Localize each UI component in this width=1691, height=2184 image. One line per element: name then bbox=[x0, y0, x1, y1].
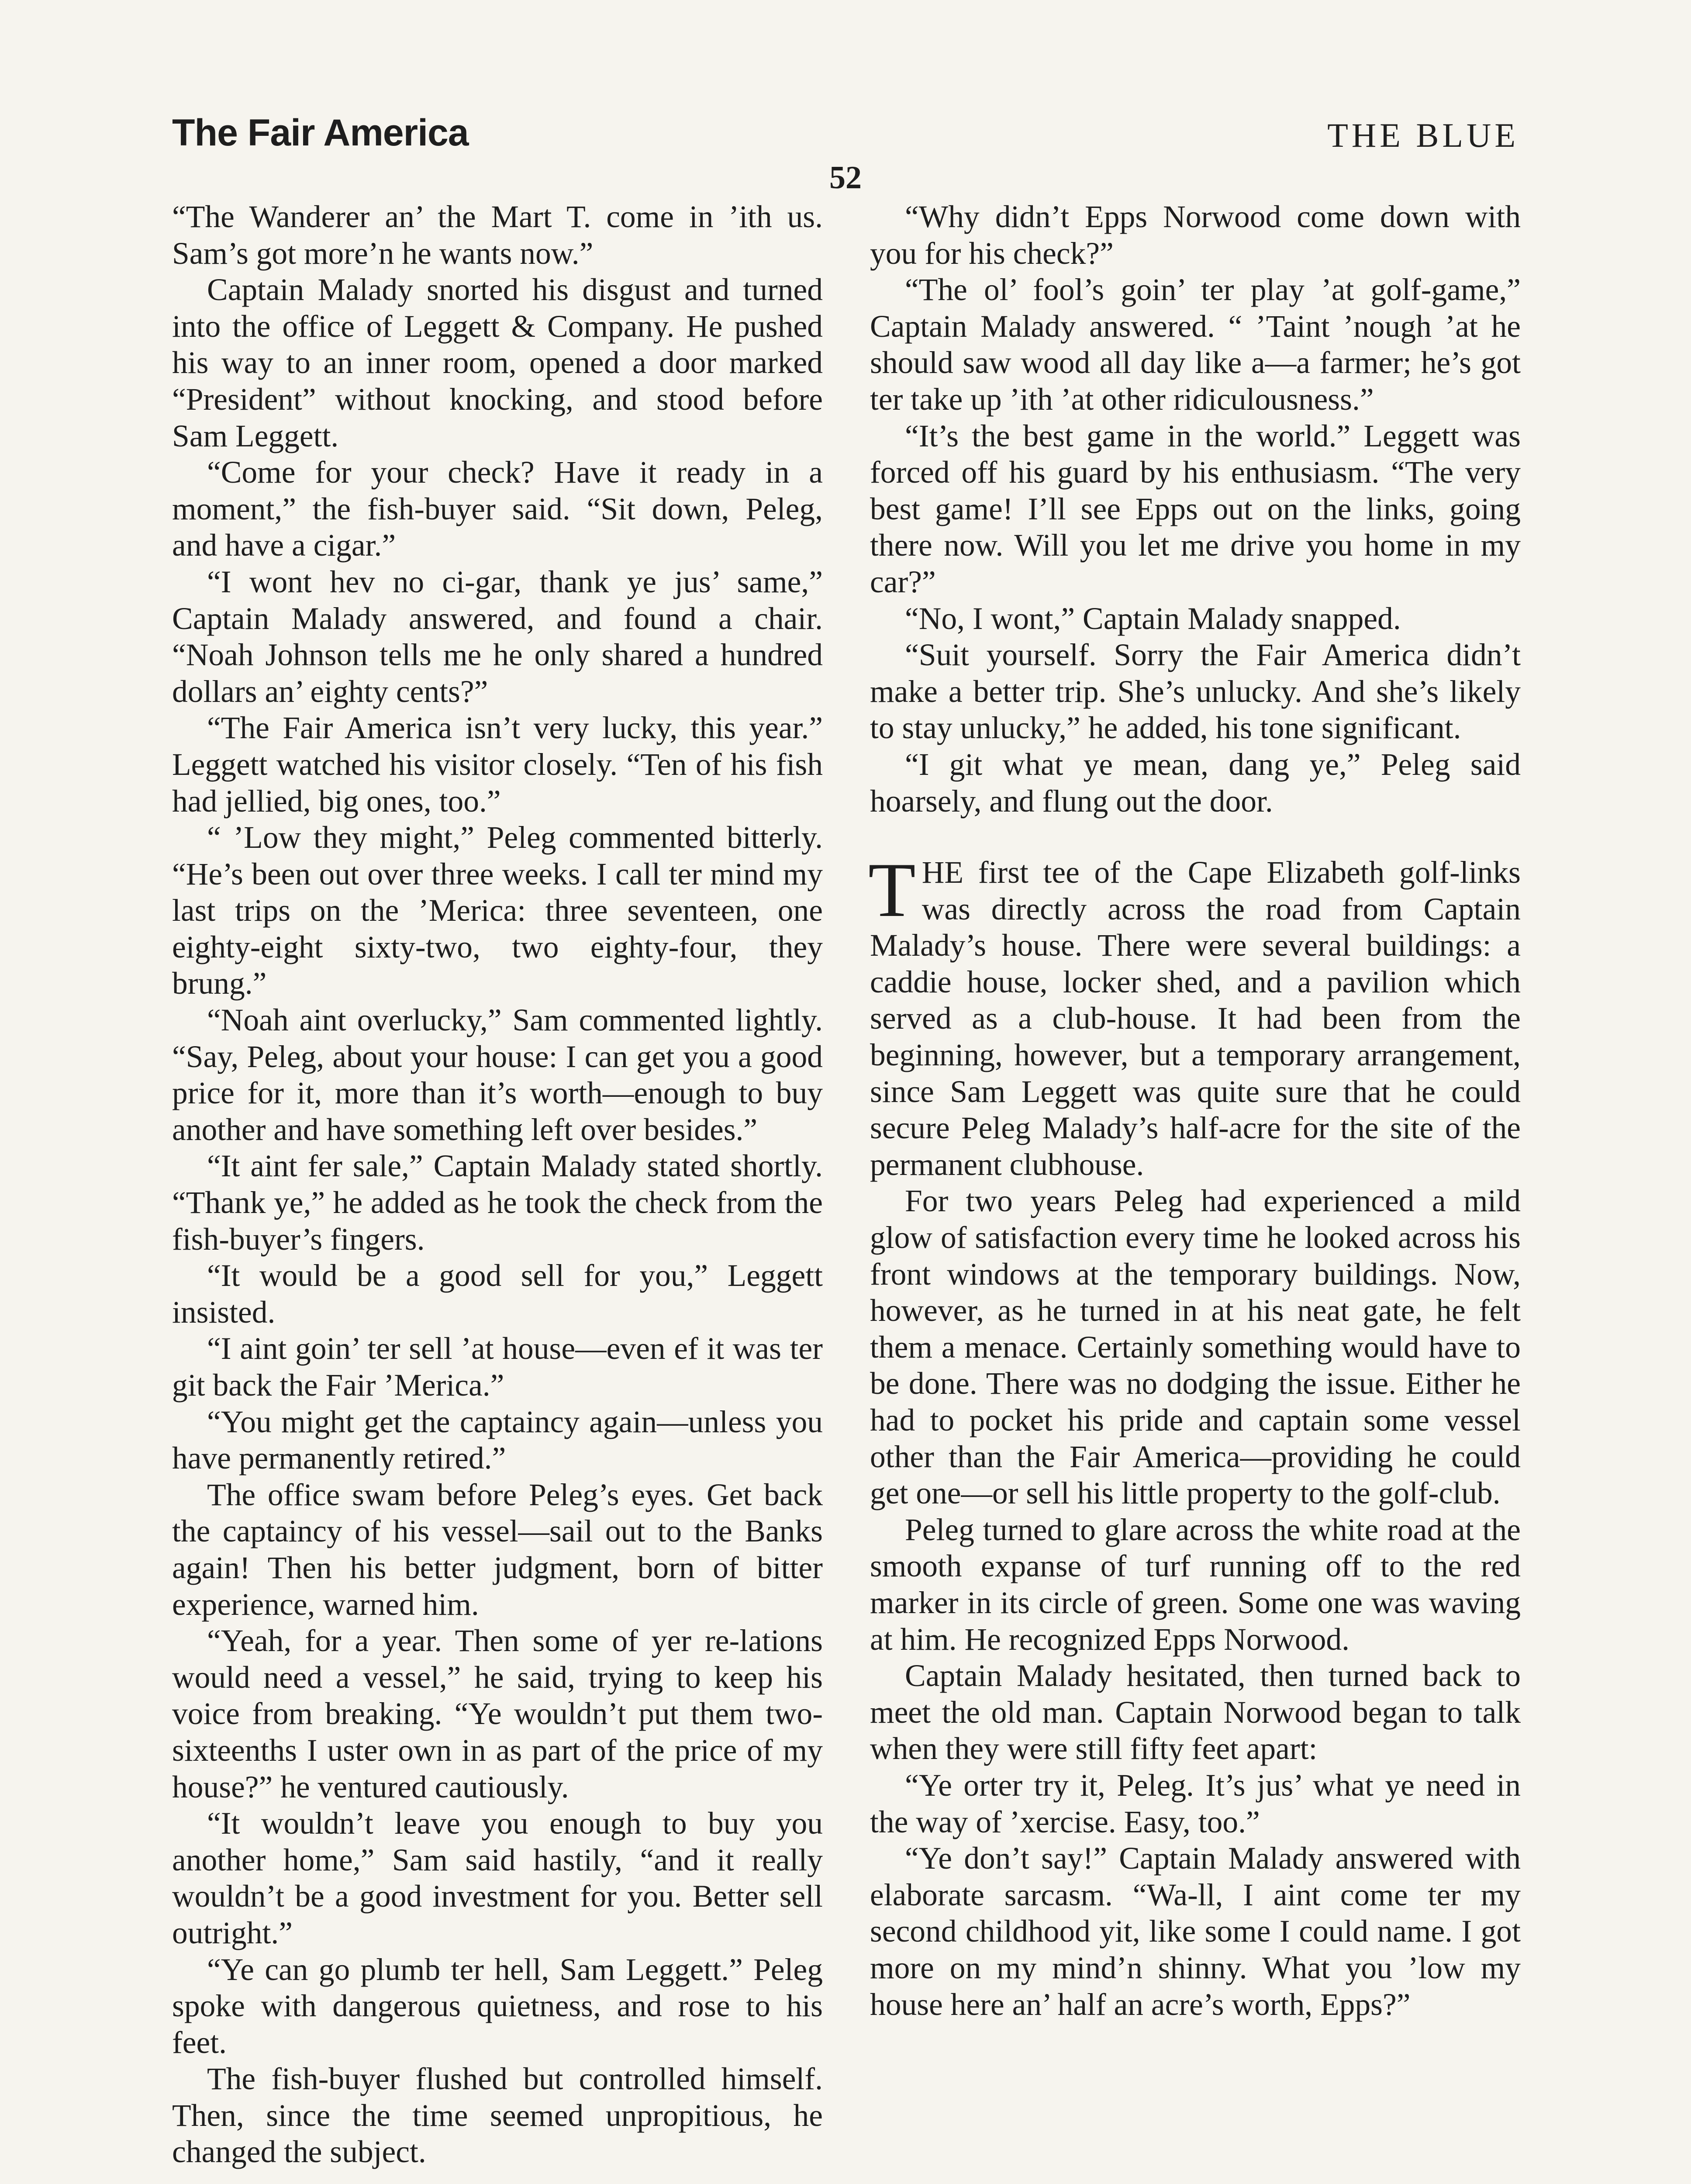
paragraph: Peleg turned to glare across the white road at the smooth expanse of turf running off to the red marker in its circle of green. Some one was waving at him. He recognized Epps Norwood. bbox=[870, 1512, 1521, 1657]
paragraph: “You might get the captaincy again—unless you have permanently retired.” bbox=[172, 1404, 823, 1476]
paragraph: “I wont hev no ci-gar, thank ye jus’ same,” Captain Malady answered, and found a chair. “Noah Johnson tells me he only shared a hundred dollars an’ eighty cents?” bbox=[172, 564, 823, 709]
paragraph: “It wouldn’t leave you enough to buy you another home,” Sam said hastily, “and it really wouldn’t be a good investment for you. Better sell outright.” bbox=[172, 1806, 823, 1950]
paragraph: “Noah aint overlucky,” Sam commented lightly. “Say, Peleg, about your house: I can get you a good price for it, more than it’s worth—enough to buy another and have something left over besides.” bbox=[172, 1003, 823, 1147]
paragraph: “The Fair America isn’t very lucky, this year.” Leggett watched his visitor closely. “Ten of his fish had jellied, big ones, too.” bbox=[172, 711, 823, 819]
story-title: The Fair America bbox=[172, 112, 469, 154]
paragraph: For two years Peleg had experienced a mild glow of satisfaction every time he looked across his front windows at the temporary buildings. Now, however, as he turned in at his neat gate, he felt them a menace. Certainly something would have to be done. There was no dodging the issue. Either he had to pocket his pride and captain some vessel other than the Fair America—providing he could get one—or sell his little property to the golf-club. bbox=[870, 1184, 1521, 1511]
paragraph: “It aint fer sale,” Captain Malady stated shortly. “Thank ye,” he added as he took the check from the fish-buyer’s fingers. bbox=[172, 1149, 823, 1257]
right-column bbox=[870, 199, 1521, 2023]
paragraph: “Ye can go plumb ter hell, Sam Leggett.” Peleg spoke with dangerous quietness, and rose to his feet. bbox=[172, 1952, 823, 2060]
paragraph: Captain Malady hesitated, then turned back to meet the old man. Captain Norwood began to talk when they were still fifty feet apart: bbox=[870, 1659, 1521, 1766]
paragraph: Captain Malady snorted his disgust and turned into the office of Leggett & Company. He pushed his way to an inner room, opened a door marked “President” without knocking, and stood before Sam Leggett. bbox=[172, 273, 823, 453]
paragraph: “ ’Low they might,” Peleg commented bitterly. “He’s been out over three weeks. I call ter mind my last trips on the ’Merica: three seventeen, one eighty-eight sixty-two, two eighty-four, they brung.” bbox=[172, 820, 823, 1001]
paragraph: “The ol’ fool’s goin’ ter play ’at golf-game,” Captain Malady answered. “ ’Taint ’nough ’at he should saw wood all day like a—a farmer; he’s got ter take up ’ith ’at other ridiculousness.” bbox=[870, 273, 1521, 417]
section-opening-text: HE first tee of the Cape Elizabeth golf-links was directly across the road from Captain Malady’s house. There were several buildings: a caddie house, locker shed, and a pavilion which served as a club-house. It had been from the beginning, however, but a temporary arrangement, since Sam Leggett was quite sure that he could secure Peleg Malady’s half-acre for the site of the permanent clubhouse. bbox=[870, 855, 1521, 1182]
paragraph: “No, I wont,” Captain Malady snapped. bbox=[905, 601, 1401, 636]
paragraph: The office swam before Peleg’s eyes. Get back the captaincy of his vessel—sail out to the Banks again! Then his better judgment, born of bitter experience, warned him. bbox=[172, 1477, 823, 1622]
paragraph: “Ye don’t say!” Captain Malady answered with elaborate sarcasm. “Wa-ll, I aint come ter my second childhood yit, like some I could name. I got more on my mind’n shinny. What you ’low my house here an’ half an acre’s worth, Epps?” bbox=[870, 1841, 1521, 2022]
paragraph: “Yeah, for a year. Then some of yer re-lations would need a vessel,” he said, trying to keep his voice from breaking. “Ye wouldn’t put them two-sixteenths I uster own in as part of the price of my house?” he ventured cautiously. bbox=[172, 1624, 823, 1804]
paragraph: “It would be a good sell for you,” Leggett insisted. bbox=[172, 1258, 823, 1330]
page-number: 52 bbox=[829, 160, 862, 196]
drop-cap-letter: T bbox=[868, 847, 916, 933]
left-column bbox=[172, 199, 823, 2170]
paragraph: “Ye orter try it, Peleg. It’s jus’ what ye need in the way of ’xercise. Easy, too.” bbox=[870, 1768, 1521, 1839]
paragraph: “I aint goin’ ter sell ’at house—even ef it was ter git back the Fair ’Merica.” bbox=[172, 1331, 823, 1403]
paragraph: “The Wanderer an’ the Mart T. come in ’ith us. Sam’s got more’n he wants now.” bbox=[172, 200, 823, 271]
paragraph: “Come for your check? Have it ready in a moment,” the fish-buyer said. “Sit down, Peleg, and have a cigar.” bbox=[172, 455, 823, 563]
paragraph: “Why didn’t Epps Norwood come down with you for his check?” bbox=[870, 200, 1521, 271]
magazine-name: THE BLUE bbox=[1327, 116, 1519, 154]
paragraph: “Suit yourself. Sorry the Fair America didn’t make a better trip. She’s unlucky. And she’s likely to stay unlucky,” he added, his tone significant. bbox=[870, 638, 1521, 746]
paragraph: “I git what ye mean, dang ye,” Peleg said hoarsely, and flung out the door. bbox=[870, 747, 1521, 819]
paragraph: “It’s the best game in the world.” Leggett was forced off his guard by his enthusiasm. “The very best game! I’ll see Epps out on the links, going there now. Will you let me drive you home in my car?” bbox=[870, 418, 1521, 599]
paragraph: The fish-buyer flushed but controlled himself. Then, since the time seemed unpropitious, he changed the subject. bbox=[172, 2062, 823, 2170]
section-opening-paragraph bbox=[868, 847, 1521, 1183]
